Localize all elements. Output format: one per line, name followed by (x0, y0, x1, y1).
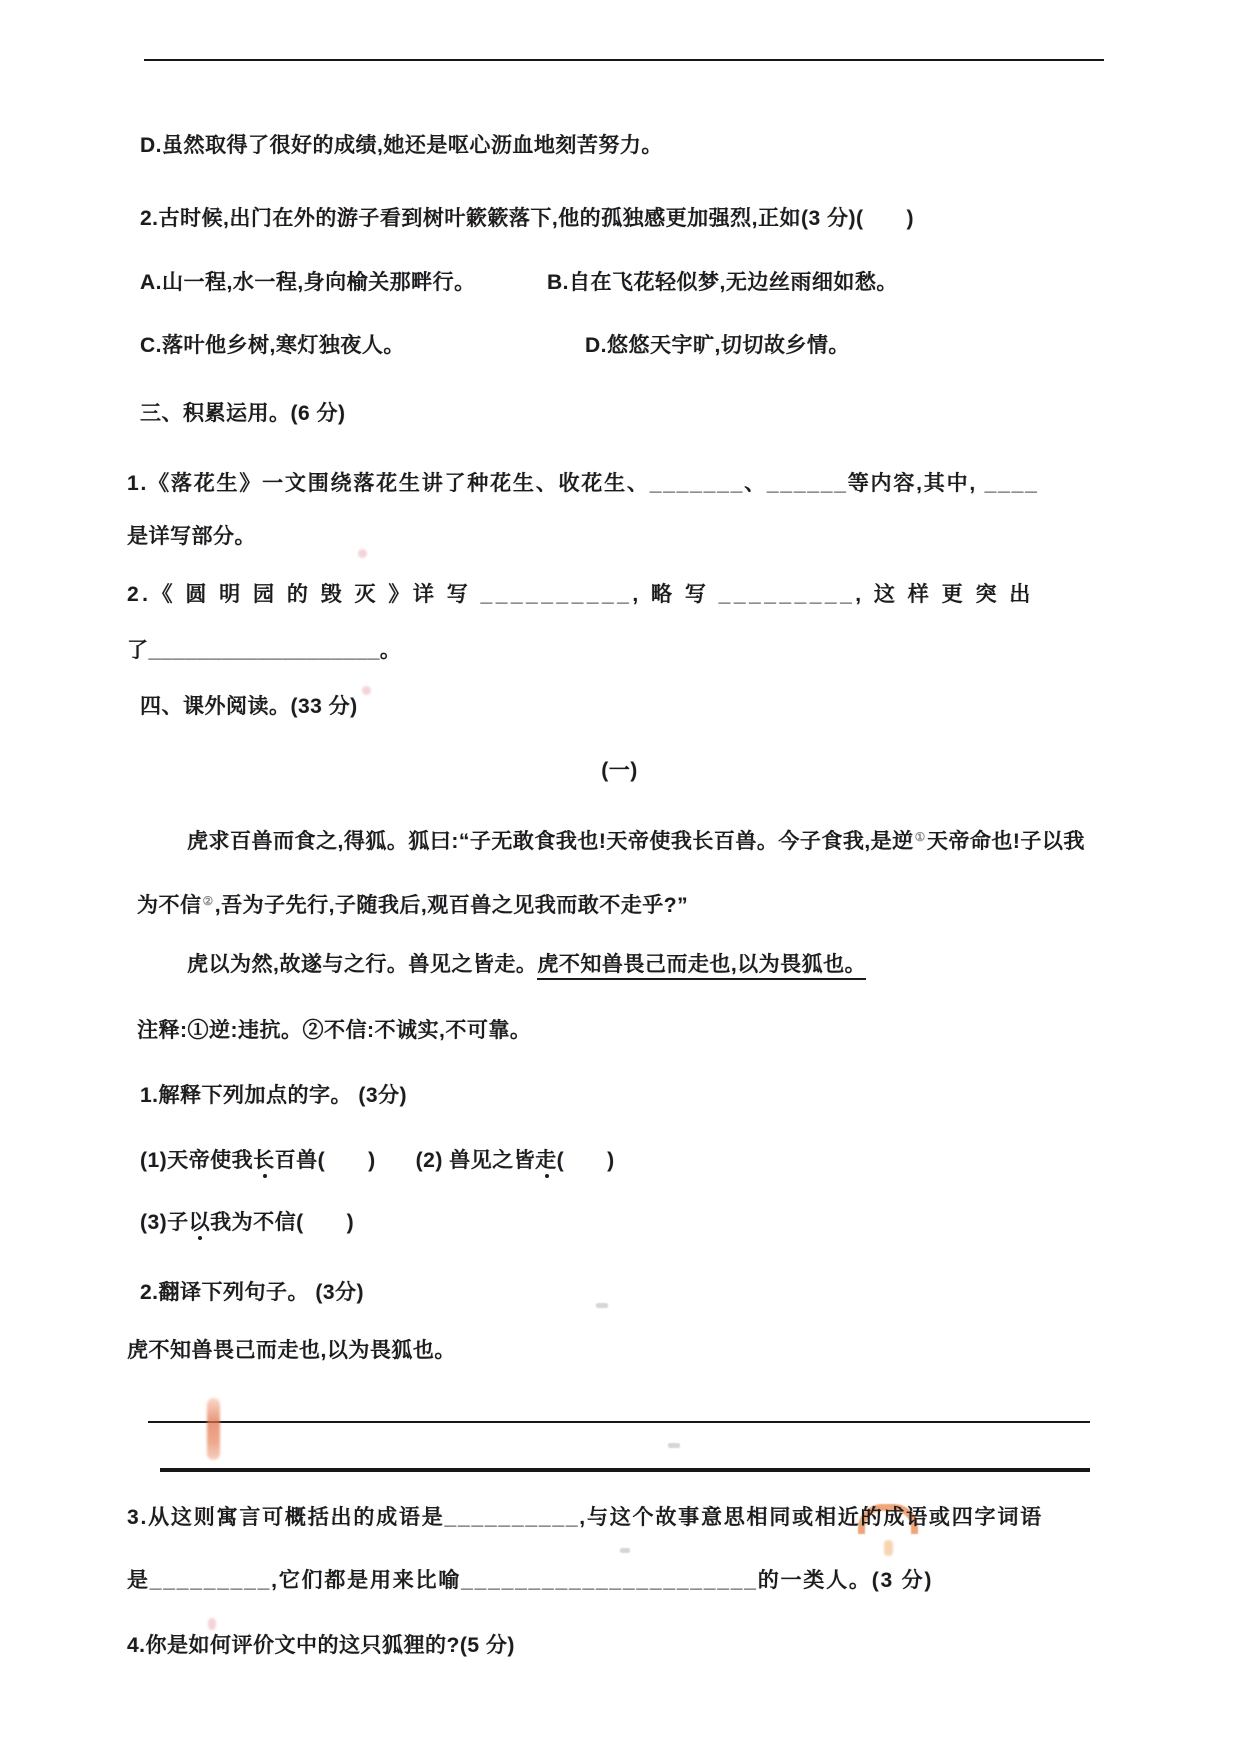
scan-speck-pink-3 (208, 1618, 216, 1630)
passage-notes: 注释:①逆:违抗。②不信:不诚实,不可靠。 (137, 1019, 532, 1042)
answer-line-2 (160, 1468, 1090, 1472)
section3-title: 三、积累运用。(6 分) (140, 402, 346, 425)
section3-q2-line1: 2.《 圆 明 园 的 毁 灭 》详 写 __________, 略 写 _________, 这 样 更 突 出 (127, 583, 1034, 606)
footnote-mark-1: ① (914, 830, 926, 844)
passage-line-2-rest: ,吾为子先行,子随我后,观百兽之见我而敢不走乎?” (214, 894, 689, 917)
passage-line-3-normal: 虎以为然,故遂与之行。兽见之皆走。 (187, 953, 538, 976)
passage-line-3-underlined: 虎不知兽畏己而走也,以为畏狐也。 (537, 953, 866, 980)
passage-line-1-text: 虎求百兽而食之,得狐。狐曰:“子无敢食我也!天帝使我长百兽。今子食我,是逆 (187, 830, 914, 853)
item3-dotted-char: 以 (188, 1211, 211, 1234)
scan-smudge-orange-vertical (207, 1398, 220, 1460)
question2-option-c: C.落叶他乡树,寒灯独夜人。 (140, 334, 405, 357)
scan-speck-gray-2 (668, 1443, 680, 1448)
passage-line-3 (187, 952, 866, 978)
question2-stem: 2.古时候,出门在外的游子看到树叶簌簌落下,他的孤独感更加强烈,正如(3 分)( ) (140, 207, 915, 230)
scan-speck-gray-3 (620, 1548, 630, 1553)
item1-pre: (1)天帝使我 (140, 1149, 254, 1172)
passage-line-1-rest: 天帝命也!子以我 (926, 830, 1085, 853)
passage-line-2 (137, 888, 688, 919)
footnote-mark-2: ② (202, 894, 214, 908)
item2-dotted-char: 走 (535, 1149, 557, 1172)
scan-speck-gray-1 (596, 1303, 608, 1308)
sub-q1-item3 (140, 1210, 354, 1236)
item3-post: 我为不信( ) (210, 1211, 355, 1234)
section3-q1-line2: 是详写部分。 (127, 525, 256, 548)
section3-q1-line1: 1.《落花生》一文围绕落花生讲了种花生、收花生、_______、______等内容,其中, ____ (127, 472, 1039, 495)
sub-q2-title: 2.翻译下列句子。 (3分) (140, 1281, 365, 1304)
sub-q1-items-row (140, 1148, 615, 1174)
sub-q3-line2: 是_________,它们都是用来比喻______________________的一类人。(3 分) (127, 1569, 934, 1592)
item3-pre: (3)子 (140, 1211, 189, 1234)
item2-pre: (2) 兽见之皆 (415, 1149, 536, 1172)
question2-option-b: B.自在飞花轻似梦,无边丝雨细如愁。 (547, 271, 898, 294)
scan-speck-pink-1 (358, 549, 367, 558)
sub-q1-title: 1.解释下列加点的字。 (3分) (140, 1084, 408, 1107)
sub-q1-item1 (140, 1149, 376, 1172)
sub-q1-item2 (416, 1149, 615, 1172)
item2-post: ( ) (556, 1149, 615, 1172)
scan-smudge-orange-small (884, 1540, 893, 1556)
question2-option-d: D.悠悠天宇旷,切切故乡情。 (585, 334, 850, 357)
passage-line-1 (187, 824, 1085, 855)
sub-q4-title: 4.你是如何评价文中的这只狐狸的?(5 分) (127, 1634, 515, 1657)
section4-title: 四、课外阅读。(33 分) (140, 695, 358, 718)
sub-q3-line1: 3.从这则寓言可概括出的成语是__________,与这个故事意思相同或相近的成语或四字词语 (127, 1506, 1043, 1529)
passage-line-2-text: 为不信 (137, 894, 202, 917)
section3-q2-line2: 了___________________。 (127, 639, 402, 662)
header-rule (144, 59, 1104, 61)
item1-post: 百兽( ) (274, 1149, 376, 1172)
passage-label: (一) (601, 759, 638, 782)
scan-speck-pink-2 (362, 686, 371, 695)
answer-line-1 (148, 1421, 1090, 1423)
sub-q2-sentence: 虎不知兽畏己而走也,以为畏狐也。 (127, 1339, 456, 1362)
question2-option-a: A.山一程,水一程,身向榆关那畔行。 (140, 271, 476, 294)
item1-dotted-char: 长 (253, 1149, 275, 1172)
prev-question-option-d: D.虽然取得了很好的成绩,她还是呕心沥血地刻苦努力。 (140, 134, 663, 157)
